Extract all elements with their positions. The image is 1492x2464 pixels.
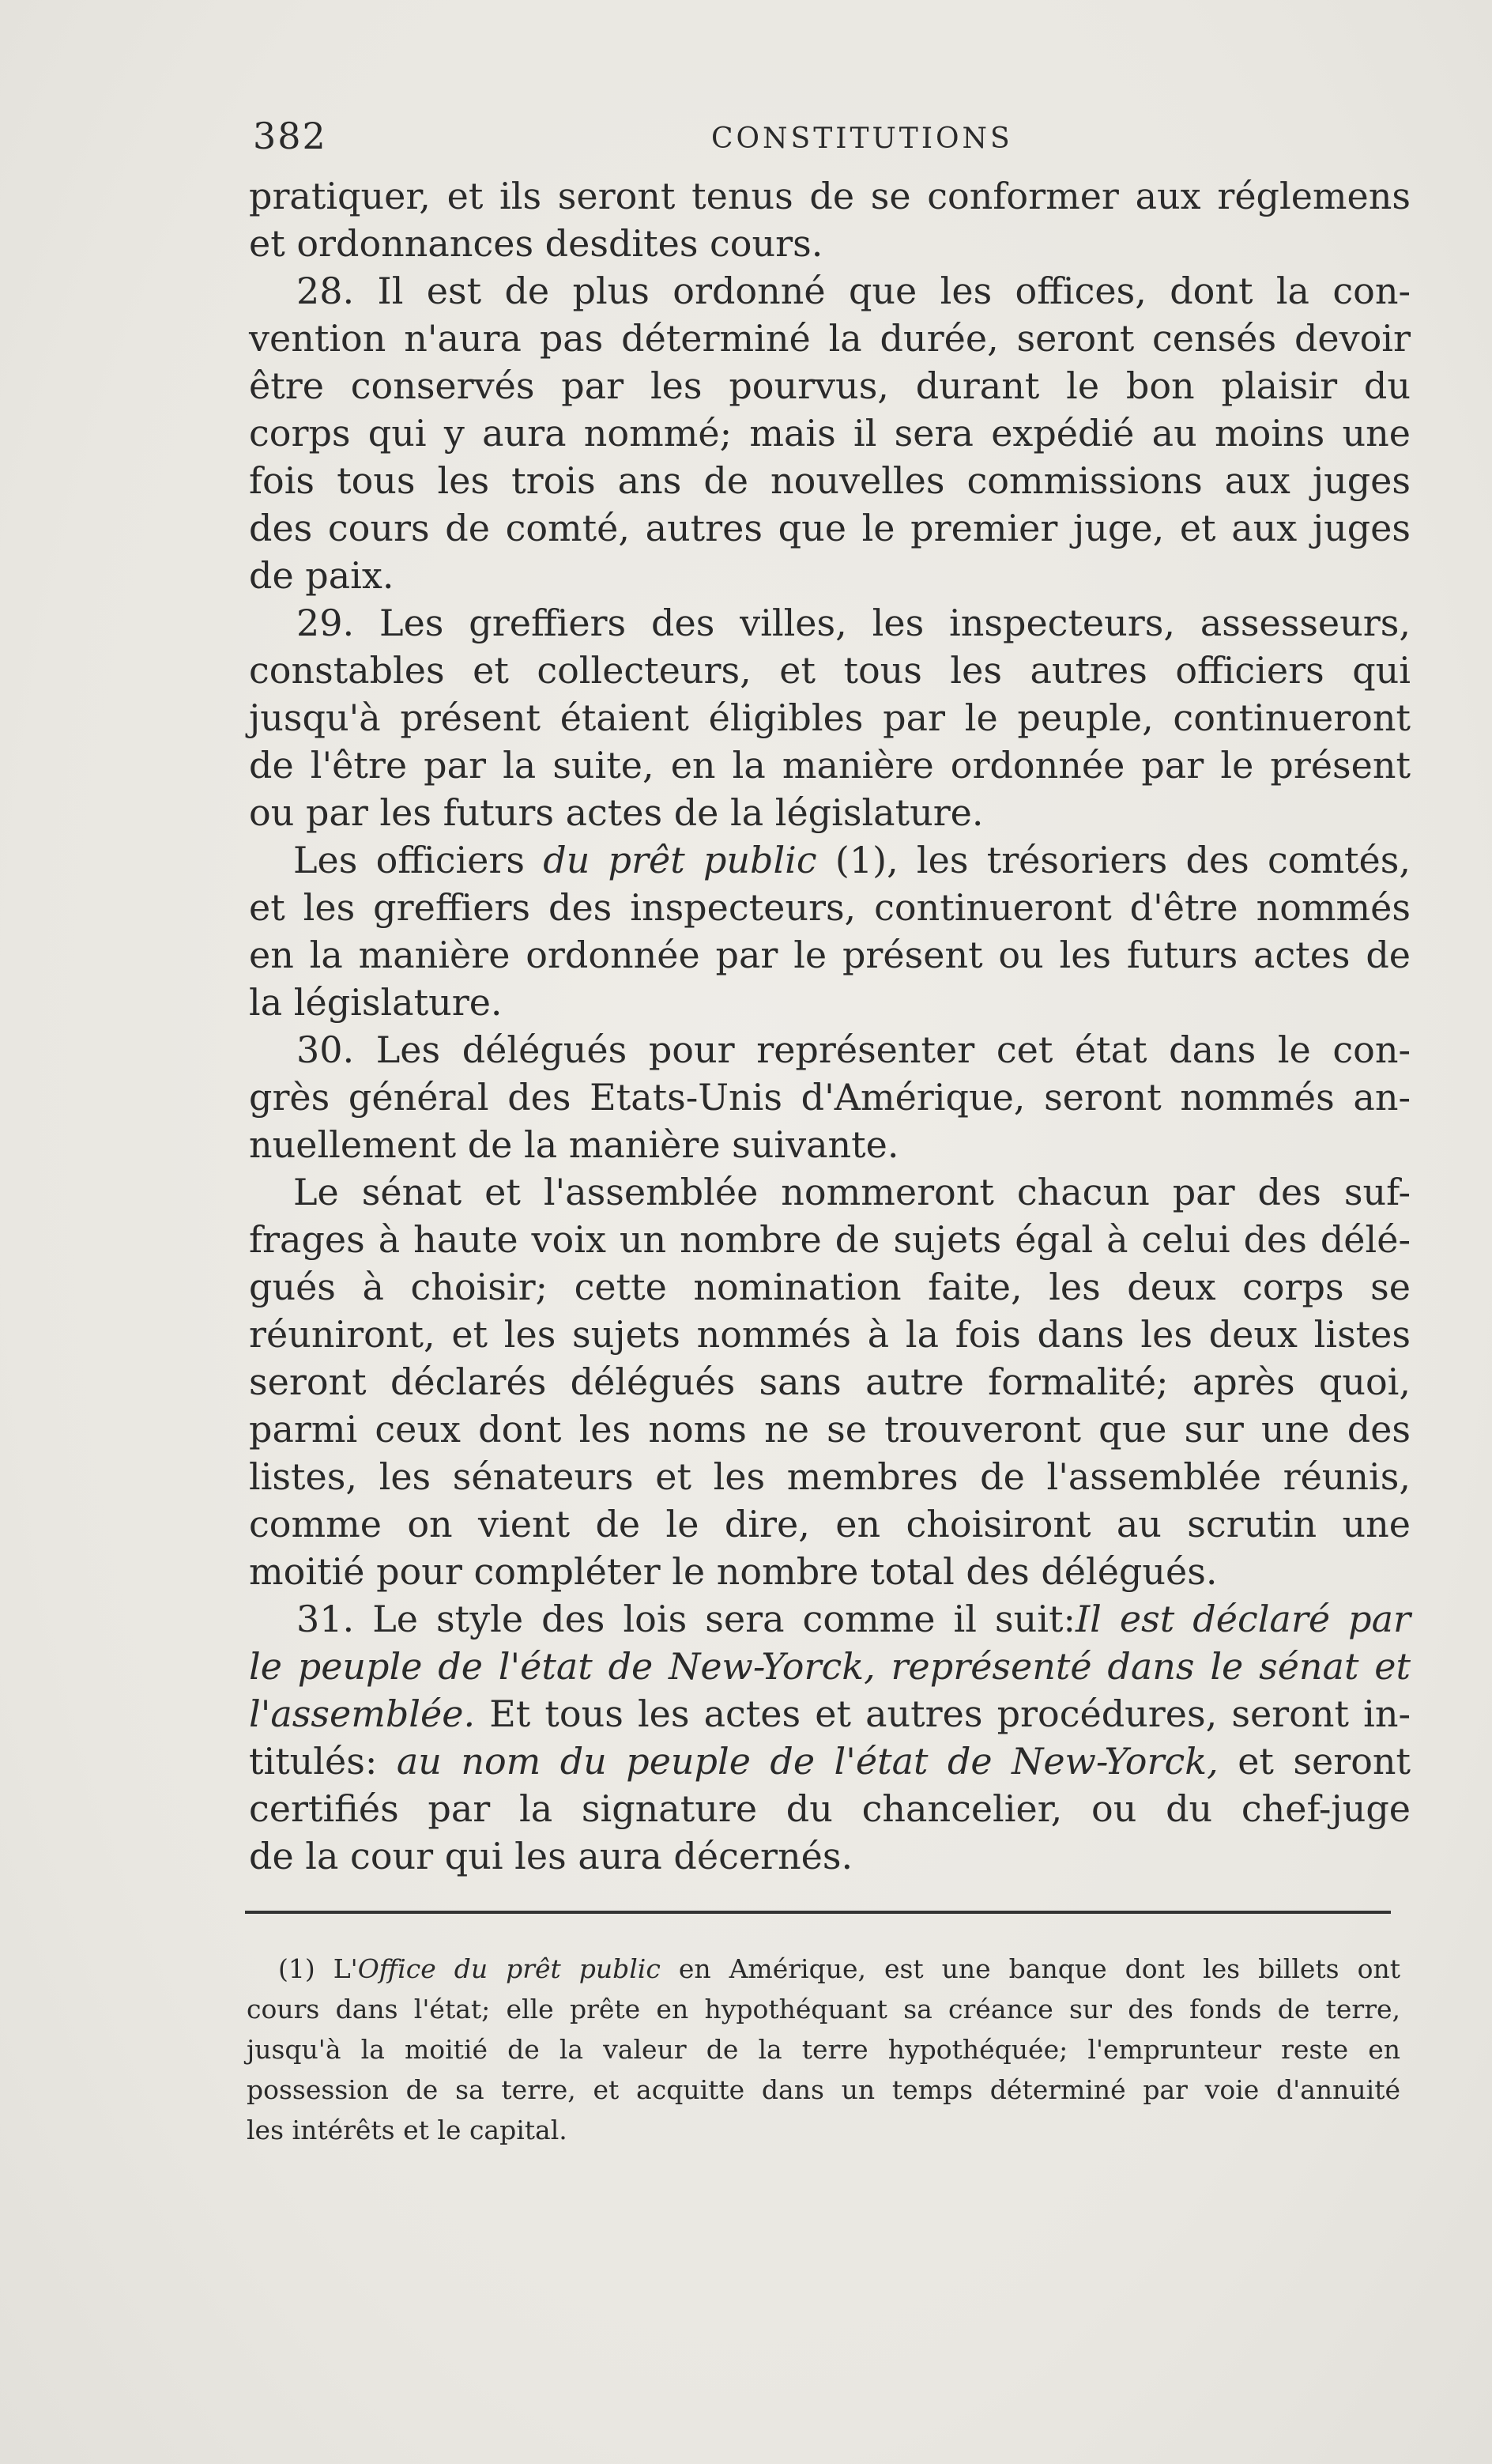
text-line: de paix.: [249, 554, 394, 597]
footnote-line: possession de sa terre, et acquitte dans un temps déterminé par voie d'annuité: [247, 2074, 1400, 2105]
text-line: et les greffiers des inspecteurs, continueront d'être nommés: [249, 886, 1411, 929]
text-line: constables et collecteurs, et tous les autres officiers qui: [249, 649, 1411, 692]
text-line: ou par les futurs actes de la législature.: [249, 791, 984, 834]
footnote-text: en Amérique, est une banque dont les billets ont: [678, 1953, 1400, 1984]
page-header: [253, 115, 1407, 170]
text-line: listes, les sénateurs et les membres de l'assemblée réunis,: [249, 1455, 1411, 1498]
text-line: pratiquer, et ils seront tenus de se conformer aux réglemens: [249, 175, 1411, 217]
mixed-line: [249, 836, 1411, 884]
text-line: jusqu'à présent étaient éligibles par le peuple, continueront: [249, 696, 1411, 739]
text-run: Et tous les actes et autres procédures, seront in-: [489, 1692, 1411, 1735]
text-line: de la cour qui les aura décernés.: [249, 1835, 853, 1877]
article-30-start: 30. Les délégués pour représenter cet état dans le con-: [296, 1028, 1411, 1071]
footnote: [247, 1949, 1400, 2150]
text-line: certifiés par la signature du chancelier, ou du chef-juge: [249, 1787, 1411, 1830]
text-run: titulés:: [249, 1740, 378, 1783]
text-line: comme on vient de le dire, en choisiront au scrutin une: [249, 1503, 1411, 1545]
text-line: Le sénat et l'assemblée nommeront chacun par des suf-: [293, 1171, 1411, 1213]
text-line: de l'être par la suite, en la manière ordonnée par le présent: [249, 744, 1411, 787]
text-run: Les officiers: [293, 839, 525, 881]
article-31-start: [249, 1595, 1411, 1643]
italic-run: l'assemblée.: [249, 1692, 476, 1735]
text-line: réuniront, et les sujets nommés à la fois dans les deux listes: [249, 1313, 1411, 1356]
footnote-prefix: L': [333, 1953, 358, 1984]
body-text: [249, 172, 1411, 1880]
mixed-line: [249, 1690, 1411, 1738]
text-run: 31. Le style des lois sera comme il suit:: [296, 1598, 1076, 1640]
text-line: et ordonnances desdites cours.: [249, 222, 823, 265]
text-line: seront déclarés délégués sans autre formalité; après quoi,: [249, 1360, 1411, 1403]
italic-line: le peuple de l'état de New-Yorck, représenté dans le sénat et: [249, 1645, 1411, 1688]
footnote-line: les intérêts et le capital.: [247, 2115, 567, 2145]
footnote-line: [247, 1949, 1400, 1989]
text-line: parmi ceux dont les noms ne se trouveront que sur une des: [249, 1408, 1411, 1451]
footnote-marker: (1): [278, 1953, 315, 1984]
text-line: grès général des Etats-Unis d'Amérique, seront nommés an-: [249, 1076, 1411, 1119]
text-line: frages à haute voix un nombre de sujets égal à celui des délé-: [249, 1218, 1411, 1261]
text-run: et seront: [1238, 1740, 1411, 1783]
text-line: être conservés par les pourvus, durant le bon plaisir du: [249, 364, 1411, 407]
text-line: moitié pour compléter le nombre total des délégués.: [249, 1550, 1218, 1593]
italic-formula: Il est déclaré par: [1075, 1598, 1411, 1640]
mixed-line: [249, 1738, 1411, 1785]
running-head: CONSTITUTIONS: [711, 123, 1013, 155]
text-line: en la manière ordonnée par le présent ou les futurs actes de: [249, 934, 1411, 976]
text-line: nuellement de la manière suivante.: [249, 1123, 899, 1166]
footnote-line: cours dans l'état; elle prête en hypothéquant sa créance sur des fonds de terre,: [247, 1994, 1400, 2024]
article-29-start: 29. Les greffiers des villes, les inspecteurs, assesseurs,: [296, 602, 1411, 644]
page-number: 382: [253, 115, 327, 157]
text-line: corps qui y aura nommé; mais il sera expédié au moins une: [249, 412, 1411, 455]
italic-formula: au nom du peuple de l'état de New-Yorck,: [396, 1740, 1219, 1783]
article-28-start: 28. Il est de plus ordonné que les offices, dont la con-: [296, 270, 1411, 312]
footnote-italic-term: Office du prêt public: [357, 1953, 661, 1984]
footnote-divider: [245, 1911, 1391, 1914]
footnote-ref-run: (1), les trésoriers des comtés,: [835, 839, 1411, 881]
text-line: des cours de comté, autres que le premier juge, et aux juges: [249, 507, 1411, 549]
text-line: la législature.: [249, 981, 503, 1024]
text-line: vention n'aura pas déterminé la durée, seront censés devoir: [249, 317, 1411, 360]
footnote-line: jusqu'à la moitié de la valeur de la terre hypothéquée; l'emprunteur reste en: [247, 2034, 1400, 2065]
italic-term: du prêt public: [543, 839, 817, 881]
text-line: fois tous les trois ans de nouvelles commissions aux juges: [249, 459, 1411, 502]
text-line: gués à choisir; cette nomination faite, les deux corps se: [249, 1266, 1411, 1308]
